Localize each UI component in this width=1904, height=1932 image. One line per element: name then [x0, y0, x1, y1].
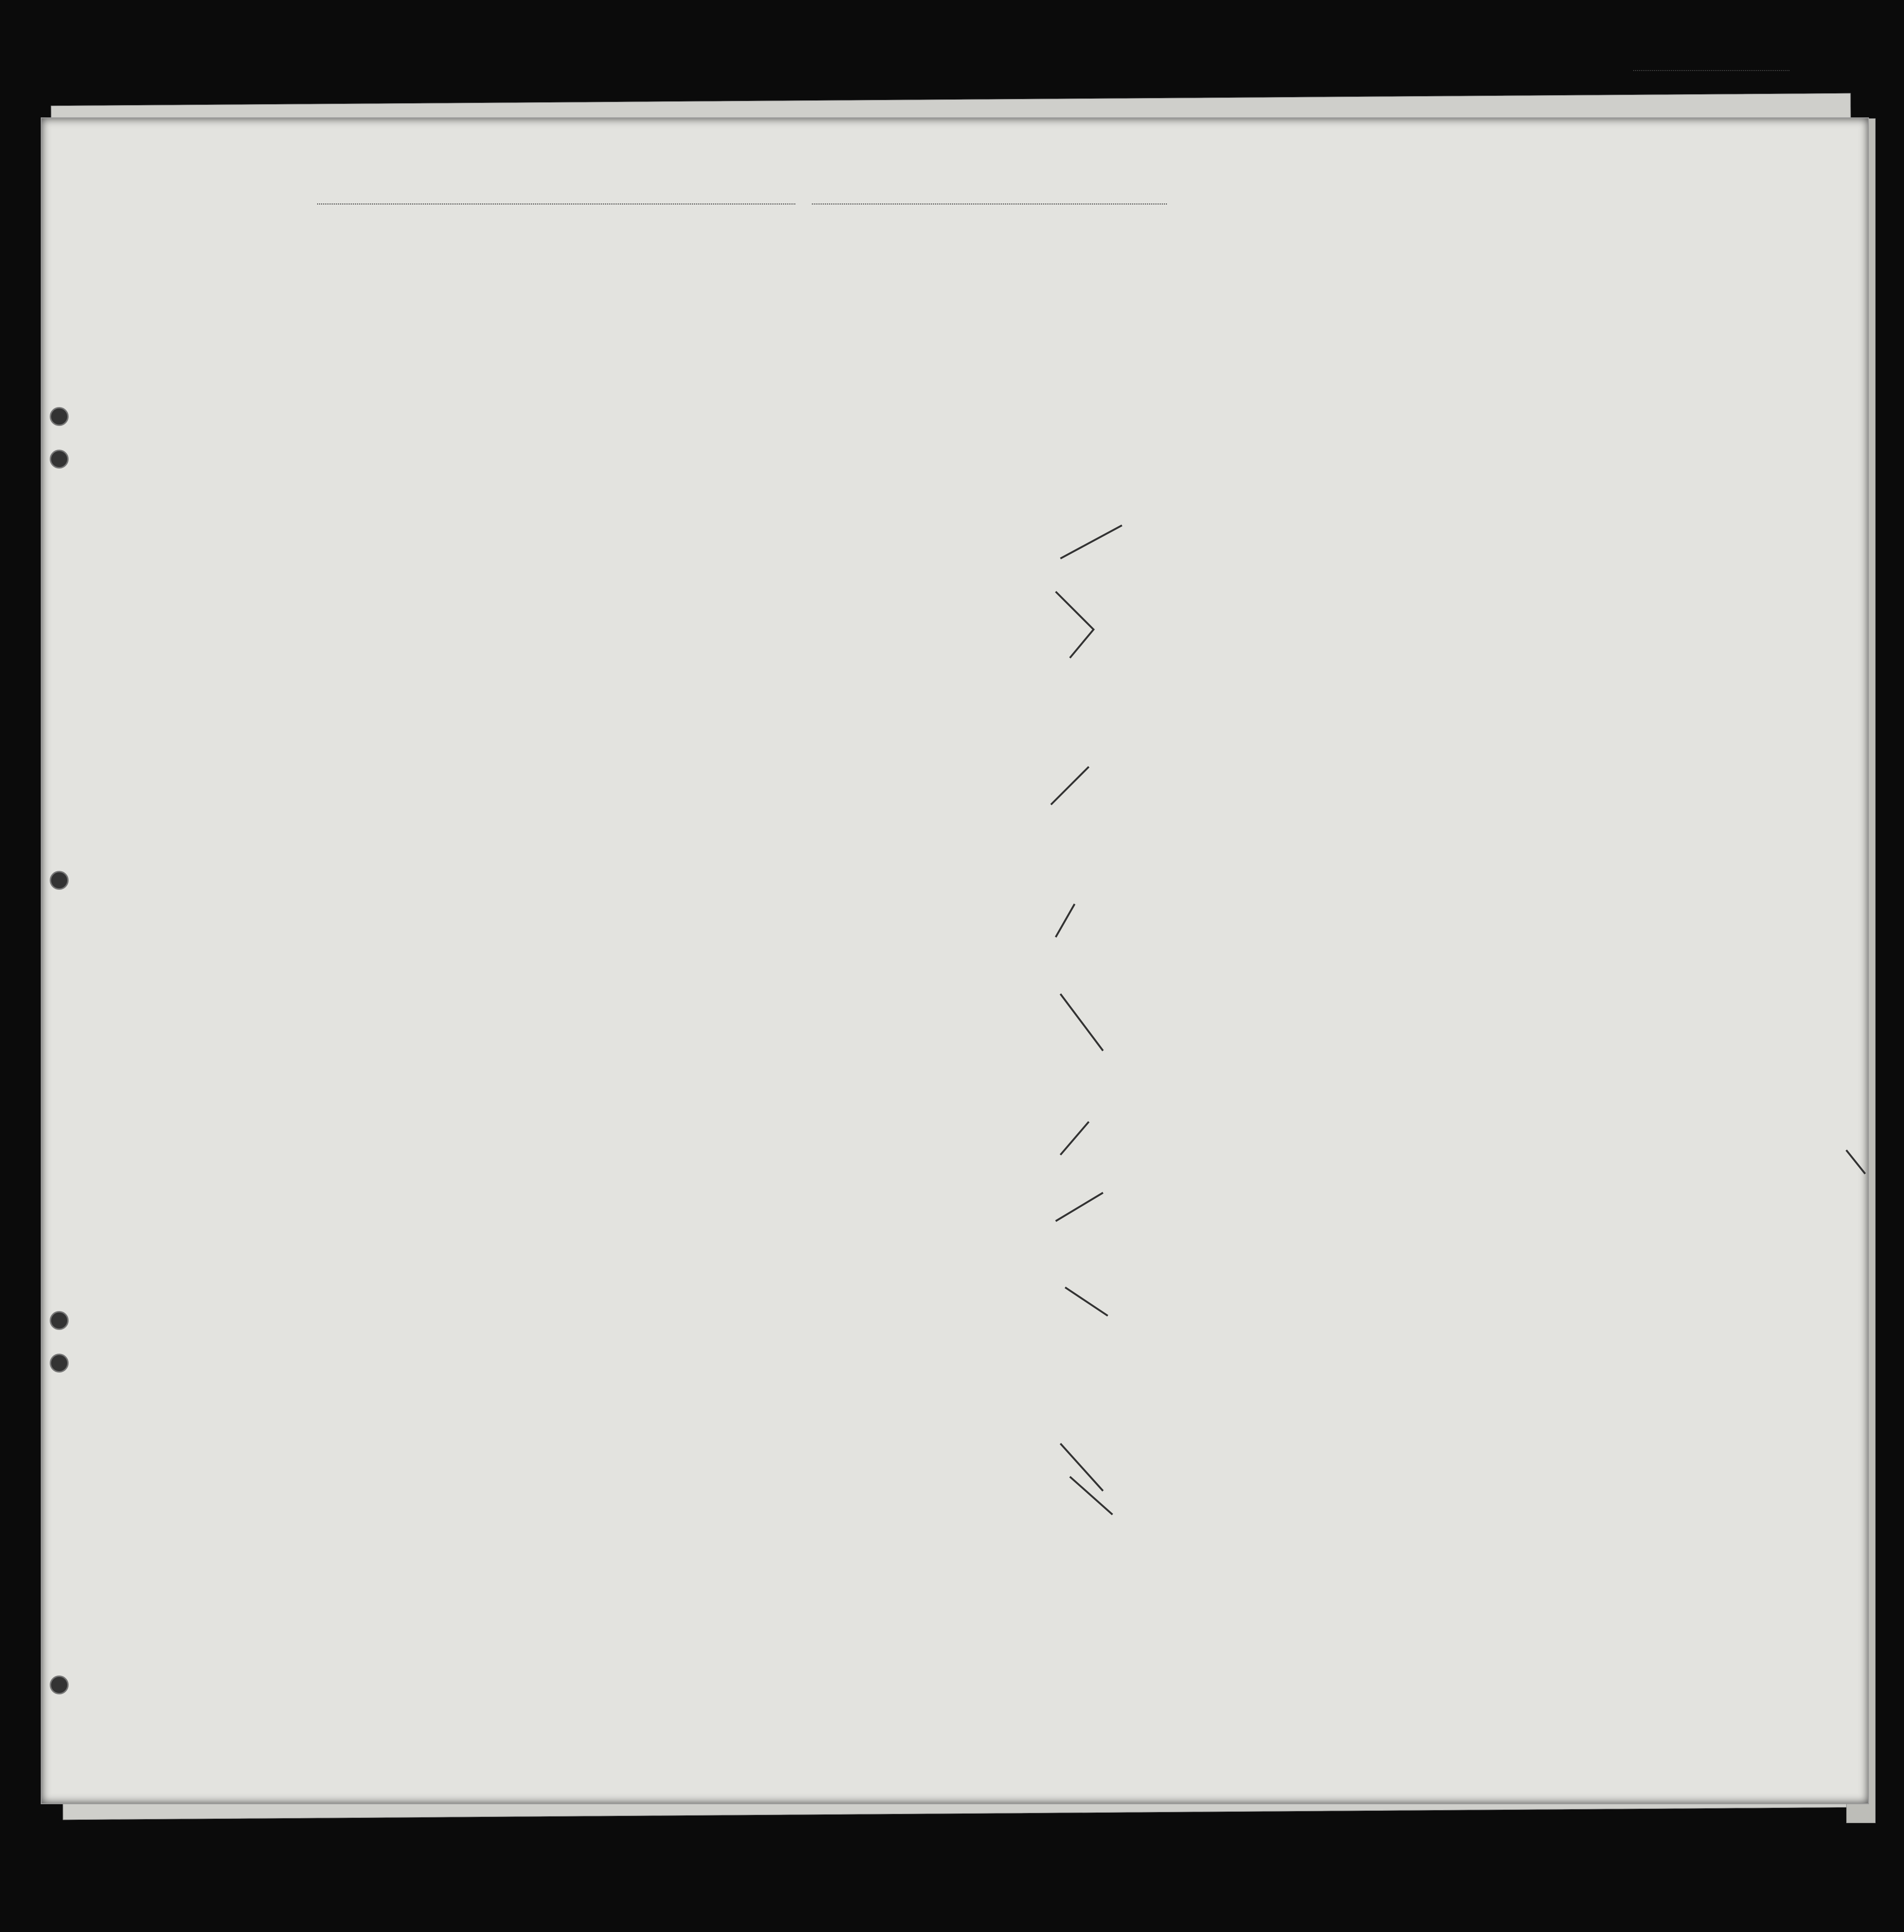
- binder-hole: [50, 450, 69, 469]
- binder-hole: [50, 407, 69, 426]
- binder-hole: [50, 871, 69, 890]
- binder-hole: [50, 1311, 69, 1330]
- binder-hole: [50, 1354, 69, 1373]
- binder-hole: [50, 1675, 69, 1694]
